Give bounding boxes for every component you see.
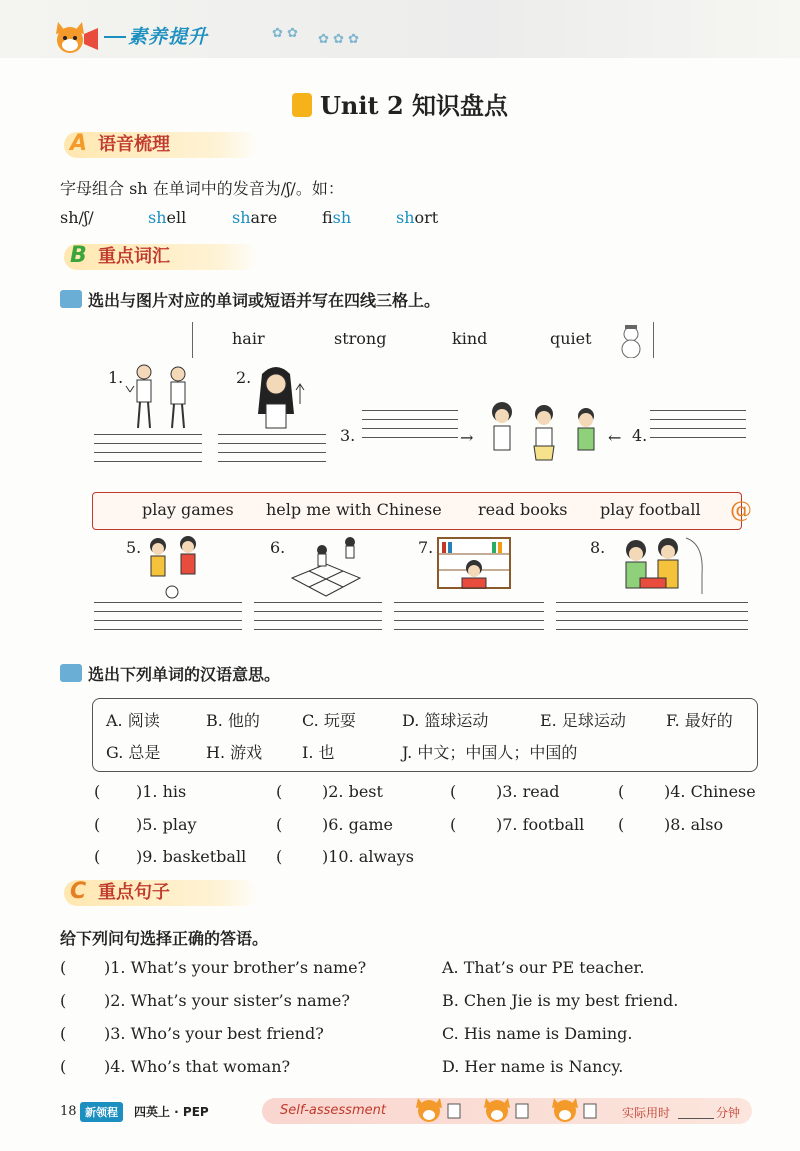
item-label-6: 6. [270, 538, 286, 557]
play-football-picture [142, 534, 212, 600]
option: H. 游戏 [206, 743, 263, 762]
example-word-4: short [396, 208, 439, 227]
item-label-4: 4. [632, 426, 648, 445]
swirl-icon: @ [730, 498, 752, 523]
play-games-picture [286, 534, 366, 600]
answer-paren[interactable]: ( [450, 782, 457, 801]
vocab-item: )4. Chinese [664, 782, 756, 801]
option: F. 最好的 [666, 711, 733, 730]
item-label-3: 3. [340, 426, 356, 445]
word-bank-item: quiet [550, 329, 592, 348]
section-c-letter: C [70, 879, 87, 904]
answer-paren[interactable]: ( [276, 782, 283, 801]
long-hair-girl-picture [248, 364, 308, 430]
option: B. 他的 [206, 711, 260, 730]
grade-label: 四英上 · PEP [134, 1105, 209, 1119]
example-word-1: shell [148, 208, 187, 227]
banner-dash [104, 36, 126, 38]
item-label-7: 7. [418, 538, 434, 557]
item-label-8: 8. [590, 538, 606, 557]
answer-paren[interactable]: ( [450, 815, 457, 834]
arrow-left-icon: ← [608, 428, 622, 447]
question-sentence: )1. What’s your brother’s name? [104, 958, 367, 977]
writing-lines-2[interactable] [218, 434, 326, 470]
vocab-item: )5. play [136, 815, 197, 834]
answer-paren[interactable]: ( [276, 815, 283, 834]
notebook-icon [292, 93, 312, 117]
snowman-icon [616, 324, 646, 358]
answer-paren[interactable]: ( [60, 1024, 67, 1043]
time-label: 实际用时 [622, 1106, 671, 1120]
vocab-item: )6. game [322, 815, 394, 834]
item-label-1: 1. [108, 368, 124, 387]
help-with-chinese-picture [606, 534, 706, 596]
answer-paren[interactable]: ( [276, 847, 283, 866]
arrow-right-icon: → [460, 428, 474, 447]
self-assessment-label: Self-assessment [280, 1103, 386, 1118]
example-word-3: fish [322, 208, 352, 227]
fox-face-icon [414, 1096, 462, 1124]
section-c-title: 重点句子 [98, 882, 170, 903]
writing-lines-6[interactable] [254, 602, 382, 638]
section-a-letter: A [70, 131, 88, 156]
page-number: 18 [60, 1104, 77, 1119]
fox-face-icon [482, 1096, 530, 1124]
writing-lines-4[interactable] [650, 410, 746, 446]
vocab-item: )3. read [496, 782, 560, 801]
kind-quiet-children-picture [482, 398, 612, 468]
option: E. 足球运动 [540, 711, 626, 730]
answer-paren[interactable]: ( [60, 991, 67, 1010]
answer-paren[interactable]: ( [94, 847, 101, 866]
phonics-rule: 字母组合 sh 在单词中的发音为/ʃ/。如： [60, 179, 344, 198]
top-banner [0, 0, 800, 58]
option: A. 阅读 [106, 711, 160, 730]
writing-lines-5[interactable] [94, 602, 242, 638]
section-b-letter: B [70, 243, 87, 268]
fox-mascot-icon [52, 18, 102, 58]
paw-print-icon: ✿ ✿ [272, 26, 298, 41]
question-1-badge [60, 290, 82, 308]
banner-title: 素养提升 [128, 26, 209, 48]
option: J. 中文；中国人；中国的 [402, 743, 578, 762]
answer-paren[interactable]: ( [618, 782, 625, 801]
section-c-instruction: 给下列问句选择正确的答语。 [60, 929, 269, 948]
section-c-badge [64, 880, 258, 906]
answer-paren[interactable]: ( [94, 815, 101, 834]
vocab-item: )8. also [664, 815, 724, 834]
page-title [0, 86, 800, 121]
writing-lines-7[interactable] [394, 602, 544, 638]
answer-paren[interactable]: ( [60, 1057, 67, 1076]
writing-lines-3[interactable] [362, 410, 458, 446]
vocab-item: )7. football [496, 815, 585, 834]
time-blank[interactable] [678, 1118, 714, 1119]
question-sentence: )2. What’s your sister’s name? [104, 991, 350, 1010]
word-bank-item: kind [452, 329, 488, 348]
option: G. 总是 [106, 743, 161, 762]
answer-sentence: D. Her name is Nancy. [442, 1057, 624, 1076]
phrase-bank-item: play games [142, 500, 234, 519]
paw-print-icon: ✿ ✿ ✿ [318, 32, 359, 47]
question-1-text: 选出与图片对应的单词或短语并写在四线三格上。 [88, 291, 441, 310]
phrase-bank-item: read books [478, 500, 568, 519]
vocab-item: )2. best [322, 782, 383, 801]
phrase-bank-item: play football [600, 500, 701, 519]
writing-lines-1[interactable] [94, 434, 202, 470]
answer-paren[interactable]: ( [60, 958, 67, 977]
section-a-badge [64, 132, 258, 158]
section-a-title: 语音梳理 [98, 134, 170, 155]
writing-lines-8[interactable] [556, 602, 748, 638]
fox-face-icon [550, 1096, 598, 1124]
option: I. 也 [302, 743, 335, 762]
brand-badge: 新领程 [80, 1102, 123, 1122]
phrase-bank-item: help me with Chinese [266, 500, 442, 519]
question-sentence: )4. Who’s that woman? [104, 1057, 291, 1076]
answer-sentence: A. That’s our PE teacher. [442, 958, 645, 977]
answer-paren[interactable]: ( [94, 782, 101, 801]
time-unit: 分钟 [716, 1106, 741, 1120]
phoneme-label: sh/ʃ/ [60, 208, 94, 227]
example-word-2: share [232, 208, 278, 227]
answer-sentence: C. His name is Daming. [442, 1024, 633, 1043]
question-2-badge [60, 664, 82, 682]
strong-boys-picture [122, 362, 202, 432]
section-b-badge [64, 244, 258, 270]
item-label-5: 5. [126, 538, 142, 557]
word-bank-item: hair [232, 329, 265, 348]
vocab-item: )1. his [136, 782, 187, 801]
option: C. 玩耍 [302, 711, 356, 730]
read-books-picture [436, 536, 512, 592]
page-title-text: Unit 2 知识盘点 [320, 91, 508, 120]
option: D. 篮球运动 [402, 711, 489, 730]
item-label-2: 2. [236, 368, 252, 387]
word-bank-item: strong [334, 329, 387, 348]
vocab-item: )10. always [322, 847, 414, 866]
vocab-item: )9. basketball [136, 847, 247, 866]
answer-sentence: B. Chen Jie is my best friend. [442, 991, 679, 1010]
question-2-text: 选出下列单词的汉语意思。 [88, 665, 281, 684]
question-sentence: )3. Who’s your best friend? [104, 1024, 324, 1043]
section-b-title: 重点词汇 [98, 246, 170, 267]
answer-paren[interactable]: ( [618, 815, 625, 834]
